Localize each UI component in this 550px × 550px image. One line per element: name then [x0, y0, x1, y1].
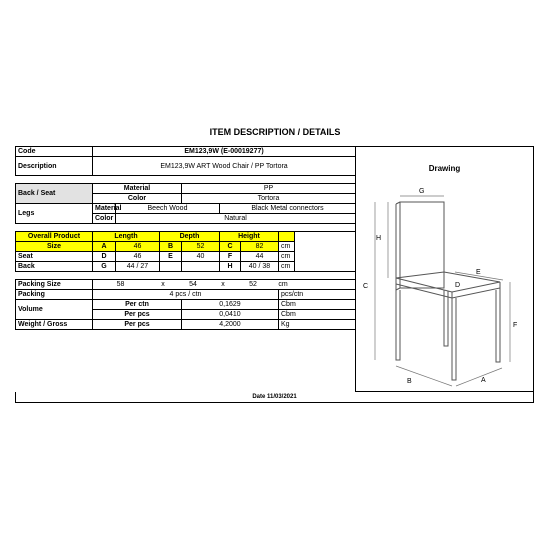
size-height: 82 — [241, 242, 279, 252]
dim-letter-h: H — [376, 235, 382, 242]
back-length-code: G — [93, 262, 116, 272]
back-seat-material: PP — [182, 184, 356, 194]
back-seat-color: Tortora — [182, 194, 356, 204]
length-label: Length — [93, 232, 160, 242]
dim-letter-c: C — [363, 283, 369, 290]
dim-letter-d: D — [455, 282, 461, 289]
chair-leg-front-right — [496, 288, 500, 362]
legs-label: Legs — [16, 204, 93, 224]
packing-value: 4 pcs / ctn — [93, 290, 279, 300]
volume-per-ctn: 0,1629 — [182, 300, 279, 310]
volume-label: Volume — [16, 300, 93, 320]
header-unit-cell — [279, 232, 295, 242]
back-unit: cm — [279, 262, 295, 272]
header-blank — [295, 232, 356, 242]
weight-value: 4,2000 — [182, 320, 279, 330]
seat-blank — [295, 252, 356, 262]
size-depth-code: B — [160, 242, 182, 252]
chair-seat-top — [396, 272, 500, 292]
back-seat-material-row — [16, 184, 356, 194]
chair-leg-front-left — [452, 298, 456, 380]
back-seat-material-label: Material — [93, 184, 182, 194]
spacer-row — [16, 224, 356, 232]
volume-per-ctn-unit: Cbm — [279, 300, 356, 310]
packing-size-values — [93, 280, 356, 290]
packing-length: 58 — [116, 281, 125, 288]
packing-x-2: x — [221, 281, 225, 288]
dim-letter-b: B — [407, 378, 412, 385]
seat-depth-code: E — [160, 252, 182, 262]
chair-leg-back-right — [444, 290, 448, 346]
dim-letter-f: F — [513, 322, 518, 329]
chair-backrest-side — [396, 202, 400, 290]
weight-unit: Kg — [279, 320, 356, 330]
seat-length-code: D — [93, 252, 116, 262]
packing-size-label: Packing Size — [16, 280, 93, 290]
description-label: Description — [16, 157, 93, 176]
back-seat-label: Back / Seat — [16, 184, 93, 204]
packing-height: 52 — [249, 281, 257, 288]
description-row — [16, 157, 356, 176]
dimension-header-row — [16, 232, 356, 242]
size-unit: cm — [279, 242, 295, 252]
back-length: 44 / 27 — [116, 262, 160, 272]
size-height-code: C — [220, 242, 241, 252]
packing-row — [16, 290, 356, 300]
packing-label: Packing — [16, 290, 93, 300]
spacer-row — [16, 272, 356, 280]
height-label: Height — [220, 232, 279, 242]
dim-letter-g: G — [419, 188, 425, 195]
legs-material-row — [16, 204, 356, 214]
chair-leg-back-left — [396, 284, 400, 360]
volume-per-ctn-label: Per ctn — [93, 300, 182, 310]
volume-per-pcs: 0,0410 — [182, 310, 279, 320]
spacer — [16, 272, 356, 280]
dimension-lines — [375, 196, 510, 386]
date-footer: Date 11/03/2021 — [15, 392, 534, 403]
weight-row — [16, 320, 356, 330]
chair-drawing — [355, 180, 534, 390]
spacer — [16, 176, 356, 184]
size-blank — [295, 242, 356, 252]
back-seat-color-label: Color — [93, 194, 182, 204]
depth-label: Depth — [160, 232, 220, 242]
code-label: Code — [16, 147, 93, 157]
spacer — [16, 224, 356, 232]
drawing-title: Drawing — [428, 164, 461, 173]
back-height: 40 / 38 — [241, 262, 279, 272]
packing-unit: pcs/ctn — [279, 290, 356, 300]
dim-line-a — [456, 368, 502, 386]
legs-material-1: Beech Wood — [116, 204, 220, 214]
legs-material-label: Material — [93, 204, 116, 214]
legs-material-2: Black Metal connectors — [220, 204, 356, 214]
dim-letter-a: A — [481, 377, 486, 384]
size-label: Size — [16, 242, 93, 252]
seat-label: Seat — [16, 252, 93, 262]
document-title: ITEM DESCRIPTION / DETAILS — [209, 127, 341, 137]
weight-label: Weight / Gross — [16, 320, 93, 330]
dim-line-b — [396, 366, 452, 386]
code-row — [16, 147, 356, 157]
packing-size-row — [16, 280, 356, 290]
volume-per-pcs-unit: Cbm — [279, 310, 356, 320]
dim-letter-e: E — [476, 269, 481, 276]
packing-x-1: x — [161, 281, 165, 288]
spacer-row — [16, 176, 356, 184]
spec-table — [15, 146, 356, 330]
back-blank — [295, 262, 356, 272]
seat-length: 46 — [116, 252, 160, 262]
overall-product-label: Overall Product — [16, 232, 93, 242]
back-height-code: H — [220, 262, 241, 272]
back-row — [16, 262, 356, 272]
seat-unit: cm — [279, 252, 295, 262]
back-label: Back — [16, 262, 93, 272]
seat-height: 44 — [241, 252, 279, 262]
legs-color: Natural — [116, 214, 356, 224]
description-value: EM123,9W ART Wood Chair / PP Tortora — [93, 157, 356, 176]
code-value: EM123,9W (E-00019277) — [93, 147, 356, 157]
size-depth: 52 — [182, 242, 220, 252]
size-row — [16, 242, 356, 252]
size-length-code: A — [93, 242, 116, 252]
packing-unit: cm — [278, 281, 288, 288]
packing-depth: 54 — [189, 281, 197, 288]
weight-per-pcs-label: Per pcs — [93, 320, 182, 330]
seat-row — [16, 252, 356, 262]
legs-color-label: Color — [93, 214, 116, 224]
seat-depth: 40 — [182, 252, 220, 262]
back-depth — [182, 262, 220, 272]
size-length: 46 — [116, 242, 160, 252]
chair-outline — [396, 202, 500, 380]
volume-ctn-row — [16, 300, 356, 310]
volume-per-pcs-label: Per pcs — [93, 310, 182, 320]
back-depth-code — [160, 262, 182, 272]
seat-height-code: F — [220, 252, 241, 262]
